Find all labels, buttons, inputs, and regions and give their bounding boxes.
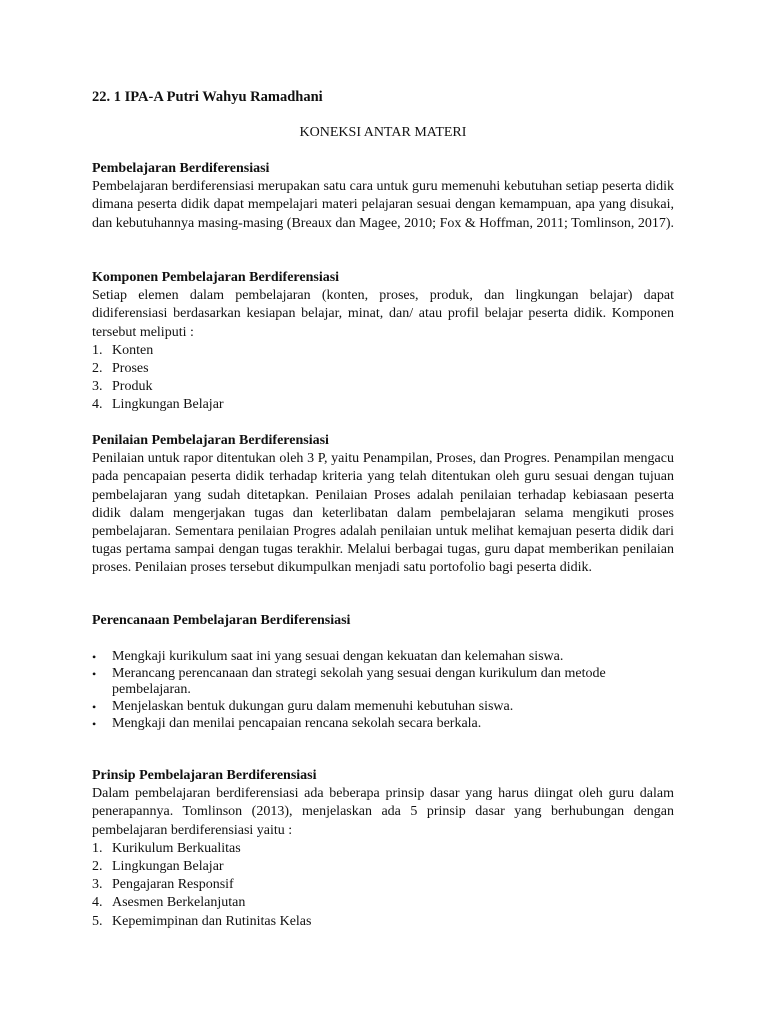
- list-item-text: Lingkungan Belajar: [112, 859, 224, 874]
- list-item-text: Pengajaran Responsif: [112, 877, 234, 893]
- list-item: [92, 699, 674, 716]
- section-heading: Pembelajaran Berdiferensiasi: [92, 161, 270, 176]
- bullet-icon: •: [92, 666, 97, 681]
- bullet-icon: •: [92, 650, 97, 665]
- section-paragraph: Dalam pembelajaran berdiferensiasi ada beberapa prinsip dasar yang harus diingat oleh guru dalam penerapannya. Tomlinson (2013), menjelaskan ada 5 prinsip dasar yang berhubungan dengan pembelajaran berdiferensiasi yaitu :: [92, 786, 674, 838]
- bullet-list: [92, 649, 674, 732]
- section-paragraph: Pembelajaran berdiferensiasi merupakan satu cara untuk guru memenuhi kebutuhan setiap peserta didik dimana peserta didik dapat mempelajari materi pelajaran sesuai dengan kemampuan, apa yang disukai, dan kebutuhannya masing-masing (Breaux dan Magee, 2010; Fox & Hoffman, 2011; Tomlinson, 2017).: [92, 179, 675, 231]
- list-item: [92, 913, 674, 931]
- section-heading: Komponen Pembelajaran Berdiferensiasi: [92, 270, 340, 285]
- list-item: [92, 840, 674, 858]
- list-number: 2.: [92, 859, 103, 874]
- section-paragraph: Penilaian untuk rapor ditentukan oleh 3 P, yaitu Penampilan, Proses, dan Progres. Penampilan mengacu pada pencapaian peserta didik terhadap kriteria yang telah ditentukan oleh guru sesuai dengan tujuan pembelajaran yang sudah ditetapkan. Penilaian Proses adalah penilaian terhadap kebiasaan peserta didik dalam mengerjakan tugas dan keterlibatan dalam pembelajaran selama mengikuti proses pembelajaran. Sementara penilaian Progres adalah penilaian untuk melihat kemajuan peserta didik dari tugas pertama sampai dengan tugas terakhir. Melalui berbagai tugas, guru dapat memberikan penilaian proses. Penilaian proses tersebut dikumpulkan menjadi satu portofolio bagi peserta didik.: [92, 451, 674, 576]
- list-item: [92, 666, 674, 699]
- list-item-text: Asesmen Berkelanjutan: [112, 895, 246, 911]
- bullet-icon: •: [92, 699, 97, 714]
- section-heading: Penilaian Pembelajaran Berdiferensiasi: [92, 433, 329, 448]
- list-item-text: Konten: [112, 342, 154, 358]
- list-number: 5.: [92, 913, 103, 929]
- list-number: 1.: [92, 840, 103, 856]
- bullet-icon: •: [92, 716, 97, 731]
- list-item-text: Produk: [112, 379, 153, 395]
- list-number: 3.: [92, 379, 103, 395]
- list-number: 3.: [92, 877, 103, 893]
- list-item: [92, 360, 674, 378]
- list-item-text: Merancang perencanaan dan strategi sekolah yang sesuai dengan kurikulum dan metode pembelajaran.: [112, 665, 606, 698]
- section-heading: Prinsip Pembelajaran Berdiferensiasi: [92, 768, 317, 783]
- list-item-text: Menjelaskan bentuk dukungan guru dalam memenuhi kebutuhan siswa.: [112, 698, 514, 714]
- numbered-list: [92, 342, 674, 415]
- list-item: [92, 378, 674, 396]
- section-heading: Perencanaan Pembelajaran Berdiferensiasi: [92, 613, 351, 628]
- list-item: [92, 716, 674, 733]
- section-prinsip: [92, 767, 674, 931]
- list-item-text: Proses: [112, 361, 149, 376]
- list-number: 2.: [92, 361, 103, 376]
- list-item-text: Mengkaji dan menilai pencapaian rencana sekolah secara berkala.: [112, 715, 482, 731]
- list-number: 1.: [92, 342, 103, 358]
- section-komponen: [92, 269, 674, 415]
- list-item: [92, 876, 674, 894]
- list-item: [92, 396, 674, 414]
- numbered-list: [92, 840, 674, 931]
- section-pembelajaran: [92, 160, 674, 233]
- list-number: 4.: [92, 397, 103, 413]
- list-item: [92, 858, 674, 876]
- list-item: [92, 649, 674, 666]
- author-line: 22. 1 IPA-A Putri Wahyu Ramadhani: [92, 89, 323, 105]
- list-item: [92, 342, 674, 360]
- list-item-text: Lingkungan Belajar: [112, 397, 224, 413]
- section-paragraph: Setiap elemen dalam pembelajaran (konten, proses, produk, dan lingkungan belajar) dapat didiferensiasi berdasarkan kesiapan belajar, minat, dan/ atau profil belajar peserta didik. Komponen tersebut meliputi :: [92, 288, 674, 340]
- list-item-text: Mengkaji kurikulum saat ini yang sesuai dengan kekuatan dan kelemahan siswa.: [112, 649, 564, 665]
- list-item-text: Kepemimpinan dan Rutinitas Kelas: [112, 913, 312, 929]
- list-item-text: Kurikulum Berkualitas: [112, 840, 241, 856]
- list-item: [92, 894, 674, 912]
- list-number: 4.: [92, 895, 103, 911]
- document-title: KONEKSI ANTAR MATERI: [299, 125, 467, 140]
- section-perencanaan: [92, 612, 674, 732]
- section-penilaian: [92, 432, 674, 578]
